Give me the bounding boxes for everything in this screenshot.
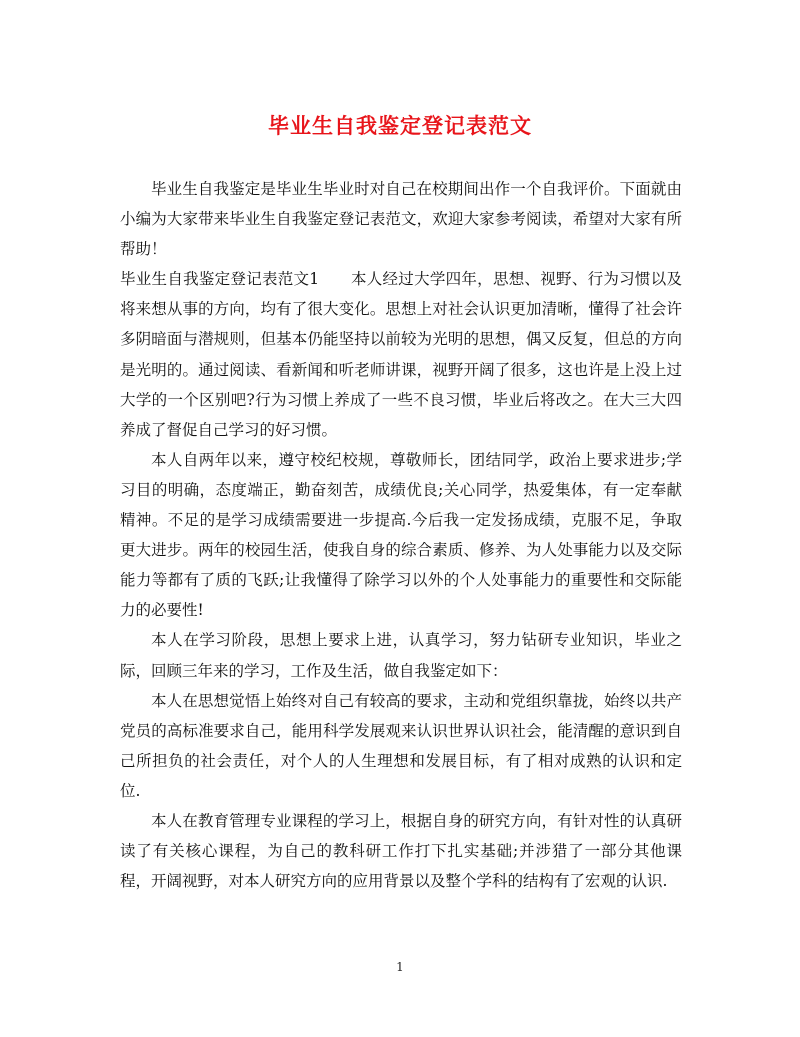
- document-title: 毕业生自我鉴定登记表范文: [268, 113, 532, 138]
- document-body: [120, 174, 682, 896]
- body-paragraph: 本人在学习阶段，思想上要求上进，认真学习，努力钻研专业知识，毕业之际，回顾三年来的学习，工作及生活，做自我鉴定如下：: [120, 631, 682, 680]
- section-first-paragraph: 本人经过大学四年，思想、视野、行为习惯以及将来想从事的方向，均有了很大变化。思想上对社会认识更加清晰，懂得了社会许多阴暗面与潜规则，但基本仍能坚持以前较为光明的思想，偶又反复，但总的方向是光明的。通过阅读、看新闻和听老师讲课，视野开阔了很多，这也许是上没上过大学的一个区别吧?行为习惯上养成了一些不良习惯，毕业后将改之。在大三大四养成了督促自己学习的好习惯。: [120, 270, 682, 439]
- section-spacer: [319, 270, 351, 288]
- body-paragraph: 本人自两年以来，遵守校纪校规，尊敬师长，团结同学，政治上要求进步;学习目的明确，态度端正，勤奋刻苦，成绩优良;关心同学，热爱集体，有一定奉献精神。不足的是学习成绩需要进一步提高.今后我一定发扬成绩，克服不足，争取更大进步。两年的校园生活，使我自身的综合素质、修养、为人处事能力以及交际能力等都有了质的飞跃;让我懂得了除学习以外的个人处事能力的重要性和交际能力的必要性!: [120, 450, 682, 620]
- body-paragraph: 本人在教育管理专业课程的学习上，根据自身的研究方向，有针对性的认真研读了有关核心课程，为自己的教科研工作打下扎实基础;并涉猎了一部分其他课程，开阔视野，对本人研究方向的应用背景以及整个学科的结构有了宏观的认识.: [120, 811, 682, 891]
- body-paragraph: 本人在思想觉悟上始终对自己有较高的要求，主动和党组织靠拢，始终以共产党员的高标准要求自己，能用科学发展观来认识世界认识社会，能清醒的意识到自己所担负的社会责任，对个人的人生理想和发展目标，有了相对成熟的认识和定位.: [120, 691, 682, 800]
- page-number: 1: [396, 960, 404, 974]
- section-paragraph-1: [120, 264, 682, 445]
- section-heading: 毕业生自我鉴定登记表范文1: [120, 270, 320, 289]
- intro-paragraph: 毕业生自我鉴定是毕业生毕业时对自己在校期间出作一个自我评价。下面就由小编为大家带来毕业生自我鉴定登记表范文，欢迎大家参考阅读，希望对大家有所帮助！: [120, 180, 682, 259]
